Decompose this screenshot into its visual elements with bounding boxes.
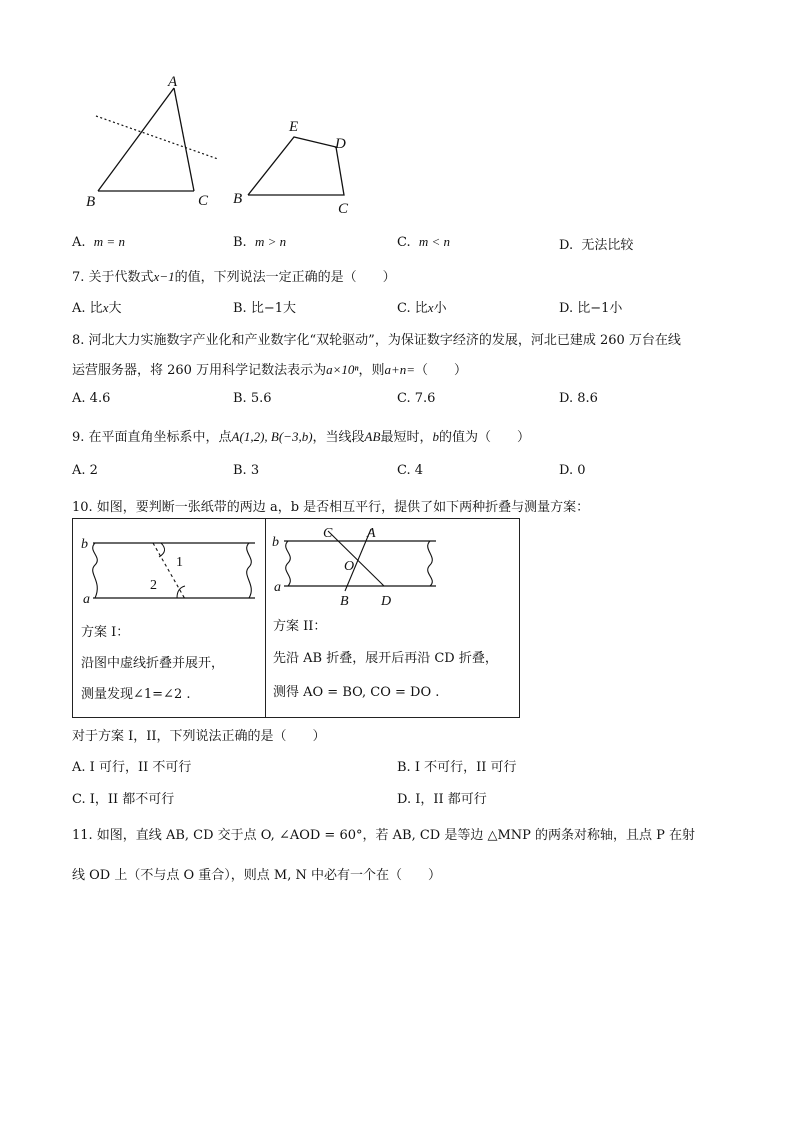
plan2-label-d: D (381, 594, 392, 609)
option-text: 4 (414, 463, 424, 478)
plan2-label-o: O (344, 559, 355, 574)
option-letter: A. (72, 760, 86, 775)
q9-option-d[interactable] (559, 463, 586, 478)
q10-option-b[interactable] (397, 756, 517, 775)
option-letter: A. (72, 463, 86, 478)
q9-ab: AB (364, 429, 381, 444)
triangle-label-a: A (168, 74, 178, 90)
quad-label-b: B (233, 191, 243, 207)
option-text: 比−1大 (250, 301, 296, 316)
option-text: m = n (93, 234, 125, 249)
q8-option-a[interactable] (72, 391, 110, 406)
plan2-label-a: A (367, 526, 376, 541)
q8-option-d[interactable] (559, 391, 598, 406)
triangle-label-c: C (198, 193, 209, 209)
plan2-tear-left (286, 541, 291, 586)
option-text: 比 (89, 301, 103, 316)
plan1-tear-left (93, 543, 98, 598)
option-text: 8.6 (577, 391, 598, 406)
quad-label-d: D (335, 136, 346, 152)
q7-stem-suffix: 的值，下列说法一定正确的是（ ） (174, 270, 396, 285)
plan2-label-c: C (323, 526, 333, 541)
plan2-line2: 测得 AO = BO, CO = DO . (273, 685, 440, 700)
option-text: m < n (418, 234, 451, 249)
option-text: 5.6 (250, 391, 272, 406)
option-letter: A. (72, 235, 86, 250)
q9-b: b (432, 429, 439, 444)
q7-option-c[interactable] (397, 297, 447, 316)
option-text: 4.6 (89, 391, 111, 406)
option-text: 3 (250, 463, 260, 478)
plan1-title: 方案 I： (81, 625, 130, 640)
q8-option-c[interactable] (397, 391, 435, 406)
option-text: 无法比较 (581, 238, 634, 253)
q11-stem-line2: 线 OD 上（不与点 O 重合），则点 M, N 中必有一个在（ ） (72, 868, 441, 883)
q10-plans-box (72, 518, 520, 718)
figure-quadrilateral (228, 112, 368, 216)
figure-triangle (80, 72, 230, 212)
option-letter: C. (397, 301, 411, 316)
plan2-label-b-edge: b (272, 535, 279, 550)
q6-option-d[interactable] (559, 234, 633, 253)
q8-stem-line1: 8. 河北大力实施数字产业化和产业数字化“双轮驱动”，为保证数字经济的发展，河北已建成 260 万台在线 (72, 333, 681, 348)
option-text: 比−1小 (577, 301, 623, 316)
triangle-side-ac (174, 88, 194, 191)
q11-stem-line1: 11. 如图，直线 AB, CD 交于点 O, ∠AOD = 60°，若 AB, CD 是等边 △MNP 的两条对称轴，且点 P 在射 (72, 828, 696, 843)
plan2-label-a-edge: a (274, 580, 281, 595)
q8-line2-prefix: 运营服务器，将 260 万用科学记数法表示为 (72, 363, 327, 378)
option-text: I，II 都不可行 (89, 792, 175, 807)
q9-expr: A(1,2), B(−3,b) (231, 429, 313, 444)
q8-expr2: a+n= (384, 362, 416, 377)
option-var: x (427, 300, 434, 315)
q7-option-b[interactable] (233, 297, 296, 316)
q8-stem-line2 (72, 359, 467, 378)
triangle-label-b: B (86, 194, 96, 210)
q10-option-a[interactable] (72, 756, 191, 775)
option-text: m > n (254, 234, 287, 249)
plan2-line-cd (328, 531, 384, 586)
triangle-side-ab (98, 88, 174, 191)
q9-suffix: 的值为（ ） (438, 430, 530, 445)
q8-line2-mid: ，则 (358, 363, 385, 378)
option-text: I 不可行，II 可行 (414, 760, 517, 775)
q9-mid: ，当线段 (312, 430, 365, 445)
option-letter: C. (397, 235, 411, 250)
option-letter: B. (233, 235, 247, 250)
option-text: 7.6 (414, 391, 436, 406)
option-letter: D. (559, 463, 574, 478)
q10-stem: 10. 如图，要判断一张纸带的两边 a，b 是否相互平行，提供了如下两种折叠与测量方案： (72, 500, 590, 515)
plan1-tear-right (247, 543, 252, 598)
quad-label-c: C (338, 201, 349, 216)
option-letter: D. (559, 238, 574, 253)
q8-option-b[interactable] (233, 391, 272, 406)
option-letter: D. (559, 391, 574, 406)
option-letter: C. (397, 463, 411, 478)
plan1-fold-line (153, 543, 185, 599)
option-letter: A. (72, 301, 86, 316)
plan1-line1: 沿图中虚线折叠并展开， (81, 656, 225, 671)
q6-option-c[interactable] (397, 234, 450, 250)
q6-option-b[interactable] (233, 234, 286, 250)
q7-stem (72, 266, 396, 285)
triangle-dotted-line (96, 116, 218, 159)
option-tail: 大 (108, 301, 122, 316)
q7-option-d[interactable] (559, 297, 622, 316)
option-letter: D. (559, 301, 574, 316)
option-tail: 小 (433, 301, 447, 316)
plan2-title: 方案 II： (273, 619, 327, 634)
option-letter: A. (72, 391, 86, 406)
option-letter: B. (233, 301, 247, 316)
q9-prefix: 9. 在平面直角坐标系中，点 (72, 430, 232, 445)
plan2-line1: 先沿 AB 折叠，展开后再沿 CD 折叠， (273, 651, 498, 666)
option-letter: B. (233, 463, 247, 478)
option-text: 0 (577, 463, 586, 478)
plan2-tear-right (428, 541, 433, 586)
option-text: 比 (414, 301, 428, 316)
q7-expr: x−1 (153, 269, 175, 284)
plan1-label-a: a (83, 592, 90, 607)
option-letter: B. (233, 391, 247, 406)
q8-line2-suffix: （ ） (415, 363, 468, 378)
option-text: I 可行，II 不可行 (89, 760, 192, 775)
quad-label-e: E (289, 119, 299, 135)
option-letter: D. (397, 792, 412, 807)
q9-option-b[interactable] (233, 463, 259, 478)
plan1-label-b: b (81, 537, 88, 552)
q6-option-a[interactable] (72, 234, 125, 250)
q7-option-a[interactable] (72, 297, 121, 316)
plan1-figure (73, 519, 265, 614)
option-letter: C. (397, 391, 411, 406)
option-text: 2 (89, 463, 98, 478)
plan1-line2: 测量发现∠1=∠2 . (81, 687, 191, 702)
plan2-label-bpt: B (340, 594, 349, 609)
q9-option-c[interactable] (397, 463, 423, 478)
plan1-label-1: 1 (176, 555, 183, 570)
q10-option-d[interactable] (397, 788, 487, 807)
q10-question: 对于方案 I，II，下列说法正确的是（ ） (72, 729, 326, 744)
plan2-figure (266, 519, 519, 614)
plan1-label-2: 2 (150, 578, 157, 593)
q7-stem-prefix: 7. 关于代数式 (72, 270, 154, 285)
q8-expr: a×10ⁿ (326, 362, 359, 377)
option-letter: C. (72, 792, 86, 807)
q9-stem (72, 426, 530, 445)
q10-option-c[interactable] (72, 788, 174, 807)
option-var: x (102, 300, 109, 315)
option-letter: B. (397, 760, 411, 775)
quadrilateral-outline (248, 137, 344, 195)
q9-mid2: 最短时， (380, 430, 433, 445)
q9-option-a[interactable] (72, 463, 98, 478)
option-text: I，II 都可行 (415, 792, 487, 807)
